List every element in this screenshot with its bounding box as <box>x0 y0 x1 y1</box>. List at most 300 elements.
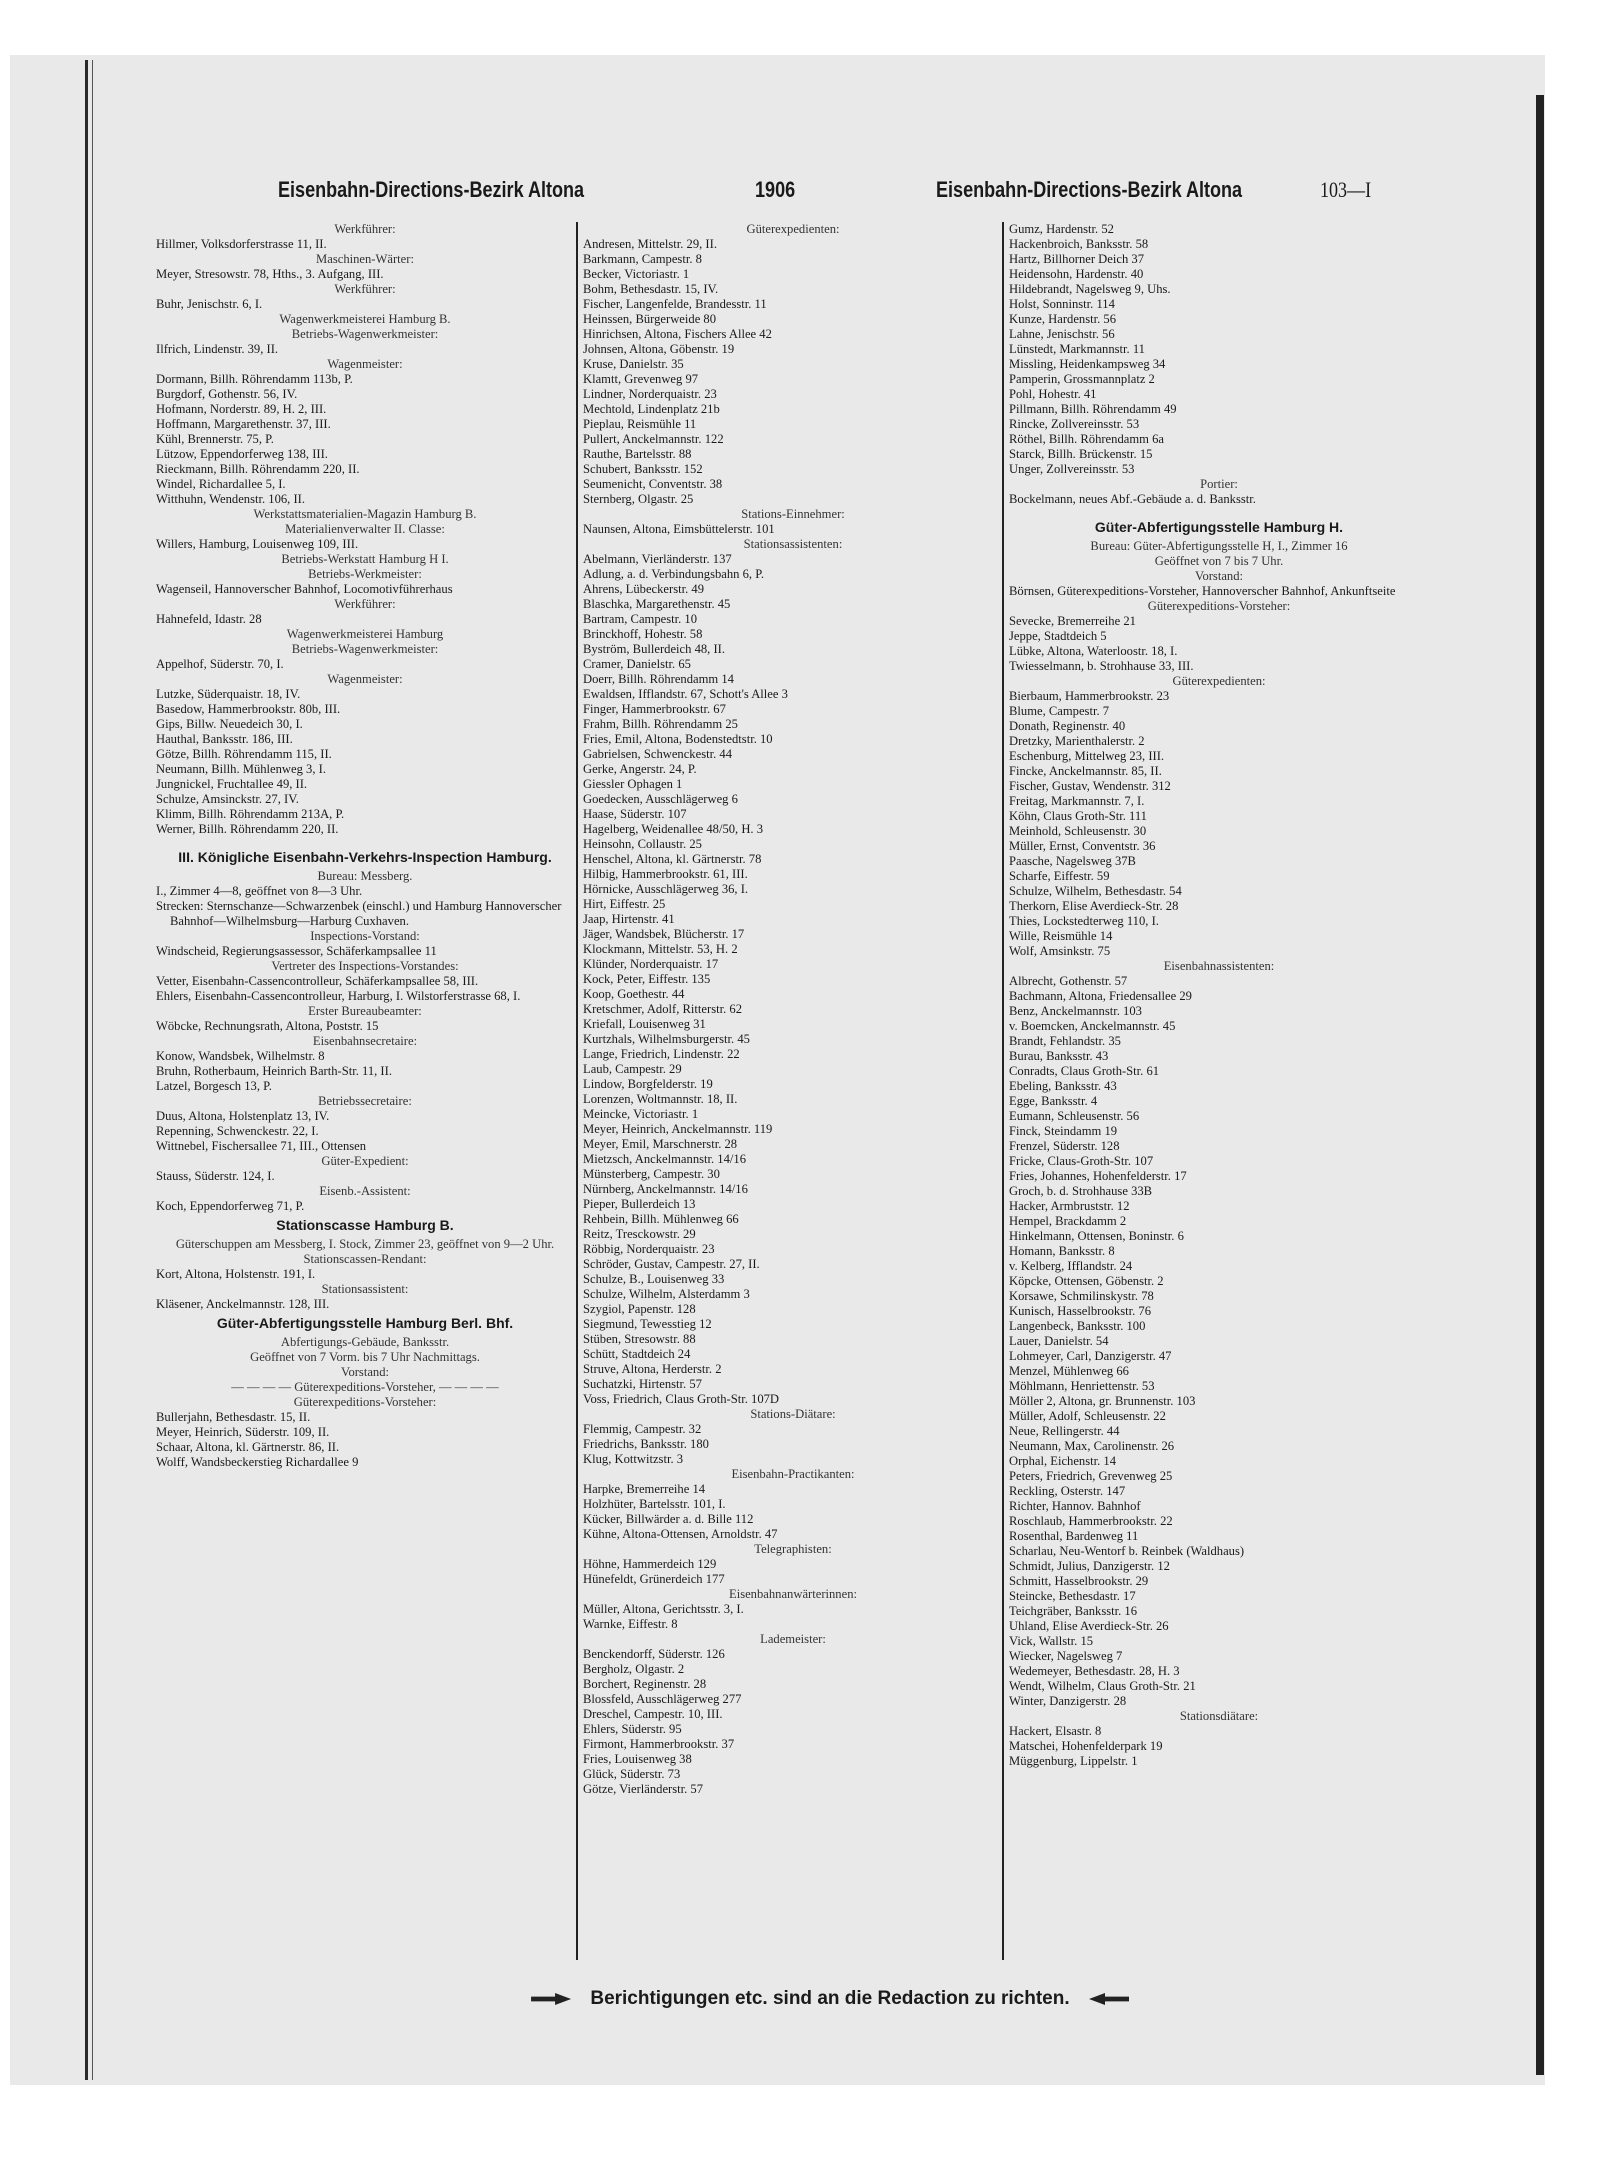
entry-line: I., Zimmer 4—8, geöffnet von 8—3 Uhr. <box>156 884 363 898</box>
entry-line: Köpcke, Ottensen, Göbenstr. 2 <box>1009 1274 1164 1288</box>
entry-line: Ehlers, Süderstr. 95 <box>583 1722 682 1736</box>
entry-line: Lauer, Danielstr. 54 <box>1009 1334 1109 1348</box>
entry-line: Frenzel, Süderstr. 128 <box>1009 1139 1120 1153</box>
entry-line: Götze, Billh. Röhrendamm 115, II. <box>156 747 332 761</box>
subheading: Güterexpedienten: <box>1172 674 1266 688</box>
entry-line: Pohl, Hohestr. 41 <box>1009 387 1097 401</box>
entry-line: Naunsen, Altona, Eimsbüttelerstr. 101 <box>583 522 775 536</box>
entry-line: Egge, Banksstr. 4 <box>1009 1094 1098 1108</box>
entry-line: Johnsen, Altona, Göbenstr. 19 <box>583 342 735 356</box>
entry-line: Kretschmer, Adolf, Ritterstr. 62 <box>583 1002 742 1016</box>
entry-line: Langenbeck, Banksstr. 100 <box>1009 1319 1146 1333</box>
entry-line: Hacker, Armbruststr. 12 <box>1009 1199 1130 1213</box>
entry-line: Kühl, Brennerstr. 75, P. <box>156 432 274 446</box>
entry-line: Lützow, Eppendorferweg 138, III. <box>156 447 328 461</box>
subheading: Stations-Einnehmer: <box>741 507 845 521</box>
entry-line: Albrecht, Gothenstr. 57 <box>1009 974 1128 988</box>
entry-line: Klimm, Billh. Röhrendamm 213A, P. <box>156 807 345 821</box>
entry-line: Missling, Heidenkampsweg 34 <box>1009 357 1166 371</box>
entry-line: Bruhn, Rotherbaum, Heinrich Barth-Str. 11, II. <box>156 1064 392 1078</box>
entry-line: Dreschel, Campestr. 10, III. <box>583 1707 723 1721</box>
entry-line: Gabrielsen, Schwenckestr. 44 <box>583 747 732 761</box>
subheading: Güterschuppen am Messberg, I. Stock, Zimmer 23, geöffnet von 9—2 Uhr. <box>175 1237 555 1251</box>
subheading: Stationsdiätare: <box>1179 1709 1259 1723</box>
entry-line: Struve, Altona, Herderstr. 2 <box>583 1362 722 1376</box>
entry-line: Hinrichsen, Altona, Fischers Allee 42 <box>583 327 772 341</box>
subheading: Wagenwerkmeisterei Hamburg B. <box>279 312 451 326</box>
entry-line: Richter, Hannov. Bahnhof <box>1009 1499 1141 1513</box>
entry-line: Roschlaub, Hammerbrookstr. 22 <box>1009 1514 1173 1528</box>
entry-line: Freitag, Markmannstr. 7, I. <box>1009 794 1145 808</box>
subheading: Materialienverwalter II. Classe: <box>285 522 445 536</box>
entry-line: Hofmann, Norderstr. 89, H. 2, III. <box>156 402 327 416</box>
entry-line: Paasche, Nagelsweg 37B <box>1009 854 1136 868</box>
entry-line: Hirt, Eiffestr. 25 <box>583 897 666 911</box>
entry-line: Winter, Danzigerstr. 28 <box>1009 1694 1127 1708</box>
entry-line: Vetter, Eisenbahn-Cassencontrolleur, Schäferkampsallee 58, III. <box>156 974 479 988</box>
entry-line: Flemmig, Campestr. 32 <box>583 1422 702 1436</box>
page-right-edge <box>1536 95 1544 2075</box>
entry-line: Rehbein, Billh. Mühlenweg 66 <box>583 1212 739 1226</box>
subheading: Güter-Expedient: <box>321 1154 409 1168</box>
entry-line: Korsawe, Schmilinskystr. 78 <box>1009 1289 1154 1303</box>
entry-line: Glück, Süderstr. 73 <box>583 1767 681 1781</box>
entry-line: Sternberg, Olgastr. 25 <box>583 492 694 506</box>
entry-line: Borchert, Reginenstr. 28 <box>583 1677 707 1691</box>
entry-line: Koop, Goethestr. 44 <box>583 987 685 1001</box>
column-middle <box>576 222 1003 1960</box>
entry-line: Schmitt, Hasselbrookstr. 29 <box>1009 1574 1149 1588</box>
entry-line: Meinhold, Schleusenstr. 30 <box>1009 824 1147 838</box>
entry-line: Lohmeyer, Carl, Danzigerstr. 47 <box>1009 1349 1172 1363</box>
spacer <box>1009 507 1429 516</box>
entry-line: Bockelmann, neues Abf.-Gebäude a. d. Banksstr. <box>1009 492 1256 506</box>
entry-line: v. Kelberg, Ifflandstr. 24 <box>1009 1259 1133 1273</box>
section-heading: Stationscasse Hamburg B. <box>276 1217 454 1233</box>
section-heading: Güter-Abfertigungsstelle Hamburg Berl. Bhf. <box>216 1315 514 1331</box>
entry-line: Möller 2, Altona, gr. Brunnenstr. 103 <box>1009 1394 1196 1408</box>
entry-line: Scharlau, Neu-Wentorf b. Reinbek (Waldhaus) <box>1009 1544 1245 1558</box>
entry-line: Goedecken, Ausschlägerweg 6 <box>583 792 738 806</box>
entry-line: Ewaldsen, Ifflandstr. 67, Schott's Allee 3 <box>583 687 788 701</box>
entry-line: Müggenburg, Lippelstr. 1 <box>1009 1754 1138 1768</box>
entry-line: Kühne, Altona-Ottensen, Arnoldstr. 47 <box>583 1527 778 1541</box>
section-heading: Güter-Abfertigungsstelle Hamburg H. <box>1094 519 1344 535</box>
header-year: 1906 <box>755 177 796 202</box>
subheading: Werkführer: <box>334 222 396 236</box>
entry-line: Fischer, Langenfelde, Brandesstr. 11 <box>583 297 767 311</box>
entry-line: Orphal, Eichenstr. 14 <box>1009 1454 1117 1468</box>
entry-line: Ebeling, Banksstr. 43 <box>1009 1079 1117 1093</box>
entry-line: Giessler Ophagen 1 <box>583 777 683 791</box>
entry-line: Kriefall, Louisenweg 31 <box>583 1017 706 1031</box>
entry-line: Hildebrandt, Nagelsweg 9, Uhs. <box>1009 282 1171 296</box>
entry-line: Hillmer, Volksdorferstrasse 11, II. <box>156 237 327 251</box>
entry-line: Müller, Altona, Gerichtsstr. 3, I. <box>583 1602 744 1616</box>
entry-line: Vick, Wallstr. 15 <box>1009 1634 1094 1648</box>
subheading: Güterexpedienten: <box>746 222 840 236</box>
entry-line: Blume, Campestr. 7 <box>1009 704 1110 718</box>
subheading: Betriebs-Wagenwerkmeister: <box>291 327 439 341</box>
entry-line: Buhr, Jenischstr. 6, I. <box>156 297 263 311</box>
entry-line: Neumann, Billh. Mühlenweg 3, I. <box>156 762 326 776</box>
subheading: Portier: <box>1200 477 1238 491</box>
entry-line: Cramer, Danielstr. 65 <box>583 657 691 671</box>
entry-line: Doerr, Billh. Röhrendamm 14 <box>583 672 734 686</box>
subheading: Vorstand: <box>1194 569 1244 583</box>
running-header <box>270 177 1540 213</box>
entry-line: Strecken: Sternschanze—Schwarzenbek (einschl.) und Hamburg Hannoverscher Bahnhof—Wilhelmsburg—Harburg Cuxhaven. <box>156 899 562 928</box>
entry-line: Groch, b. d. Strohhause 33B <box>1009 1184 1153 1198</box>
entry-line: Möhlmann, Henriettenstr. 53 <box>1009 1379 1155 1393</box>
entry-line: Wolff, Wandsbeckerstieg Richardallee 9 <box>156 1455 359 1469</box>
entry-line: Matschei, Hohenfelderpark 19 <box>1009 1739 1163 1753</box>
entry-line: Bachmann, Altona, Friedensallee 29 <box>1009 989 1192 1003</box>
entry-line: Reckling, Osterstr. 147 <box>1009 1484 1126 1498</box>
entry-line: Rauthe, Bartelsstr. 88 <box>583 447 692 461</box>
footer-notice <box>430 1988 1230 2010</box>
entry-line: Ahrens, Lübeckerstr. 49 <box>583 582 705 596</box>
entry-line: Wagenseil, Hannoverscher Bahnhof, Locomotivführerhaus <box>156 582 453 596</box>
entry-line: Siegmund, Tewesstieg 12 <box>583 1317 712 1331</box>
subheading: Eisenbahnsecretaire: <box>312 1034 418 1048</box>
entry-line: Nürnberg, Anckelmannstr. 14/16 <box>583 1182 748 1196</box>
entry-line: Fries, Emil, Altona, Bodenstedtstr. 10 <box>583 732 773 746</box>
entry-line: Windel, Richardallee 5, I. <box>156 477 286 491</box>
subheading: Werkführer: <box>334 597 396 611</box>
entry-line: Therkorn, Elise Averdieck-Str. 28 <box>1009 899 1179 913</box>
entry-line: Pieper, Bullerdeich 13 <box>583 1197 696 1211</box>
entry-line: Ilfrich, Lindenstr. 39, II. <box>156 342 279 356</box>
entry-line: Brandt, Fehlandstr. 35 <box>1009 1034 1121 1048</box>
entry-line: Hagelberg, Weidenallee 48/50, H. 3 <box>583 822 764 836</box>
subheading: Güterexpeditions-Vorsteher: <box>293 1395 437 1409</box>
subheading: Wagenmeister: <box>327 672 403 686</box>
entry-line: Sevecke, Bremerreihe 21 <box>1009 614 1136 628</box>
entry-line: Kurtzhals, Wilhelmsburgerstr. 45 <box>583 1032 750 1046</box>
entry-line: Menzel, Mühlenweg 66 <box>1009 1364 1129 1378</box>
entry-line: Ehlers, Eisenbahn-Cassencontrolleur, Harburg, I. Wilstorferstrasse 68, I. <box>156 989 521 1003</box>
entry-line: Byström, Bullerdeich 48, II. <box>583 642 726 656</box>
subheading: Telegraphisten: <box>754 1542 832 1556</box>
entry-line: Lübke, Altona, Waterloostr. 18, I. <box>1009 644 1178 658</box>
entry-line: Dormann, Billh. Röhrendamm 113b, P. <box>156 372 353 386</box>
header-right-title: Eisenbahn-Directions-Bezirk Altona <box>936 177 1243 202</box>
subheading: Vorstand: <box>340 1365 390 1379</box>
entry-line: Kücker, Billwärder a. d. Bille 112 <box>583 1512 754 1526</box>
entry-line: Hackert, Elsastr. 8 <box>1009 1724 1102 1738</box>
entry-line: Schulze, B., Louisenweg 33 <box>583 1272 725 1286</box>
section-heading: III. Königliche Eisenbahn-Verkehrs-Inspection Hamburg. <box>178 849 552 865</box>
entry-line: Klockmann, Mittelstr. 53, H. 2 <box>583 942 738 956</box>
entry-line: Gumz, Hardenstr. 52 <box>1009 222 1114 236</box>
entry-line: Witthuhn, Wendenstr. 106, II. <box>156 492 306 506</box>
entry-line: Burau, Banksstr. 43 <box>1009 1049 1109 1063</box>
entry-line: Basedow, Hammerbrookstr. 80b, III. <box>156 702 341 716</box>
entry-line: Suchatzki, Hirtenstr. 57 <box>583 1377 702 1391</box>
entry-line: Meyer, Heinrich, Anckelmannstr. 119 <box>583 1122 773 1136</box>
entry-line: Mietzsch, Anckelmannstr. 14/16 <box>583 1152 746 1166</box>
entry-line: Neumann, Max, Carolinenstr. 26 <box>1009 1439 1175 1453</box>
subheading: Wagenmeister: <box>327 357 403 371</box>
entry-line: Duus, Altona, Holstenplatz 13, IV. <box>156 1109 330 1123</box>
subheading: Bureau: Messberg. <box>317 869 413 883</box>
entry-line: Eschenburg, Mittelweg 23, III. <box>1009 749 1165 763</box>
entry-line: Eumann, Schleusenstr. 56 <box>1009 1109 1140 1123</box>
entry-line: Schaar, Altona, kl. Gärtnerstr. 86, II. <box>156 1440 340 1454</box>
entry-line: Starck, Billh. Brückenstr. 15 <box>1009 447 1153 461</box>
entry-line: Benckendorff, Süderstr. 126 <box>583 1647 725 1661</box>
subheading: Inspections-Vorstand: <box>310 929 420 943</box>
entry-line: Münsterberg, Campestr. 30 <box>583 1167 720 1181</box>
subheading: Lademeister: <box>760 1632 826 1646</box>
subheading: — — — — Güterexpeditions-Vorsteher, — — — — <box>231 1380 499 1394</box>
entry-line: Brinckhoff, Hohestr. 58 <box>583 627 703 641</box>
entry-line: Lutzke, Süderquaistr. 18, IV. <box>156 687 301 701</box>
entry-line: Becker, Victoriastr. 1 <box>583 267 690 281</box>
entry-line: Pieplau, Reismühle 11 <box>583 417 697 431</box>
entry-line: Kruse, Danielstr. 35 <box>583 357 684 371</box>
entry-line: Burgdorf, Gothenstr. 56, IV. <box>156 387 298 401</box>
entry-line: Blossfeld, Ausschlägerweg 277 <box>583 1692 742 1706</box>
entry-line: Windscheid, Regierungsassessor, Schäferkampsallee 11 <box>156 944 437 958</box>
entry-line: Bergholz, Olgastr. 2 <box>583 1662 685 1676</box>
subheading: Eisenbahn-Practikanten: <box>731 1467 855 1481</box>
entry-line: Wille, Reismühle 14 <box>1009 929 1113 943</box>
entry-line: Konow, Wandsbek, Wilhelmstr. 8 <box>156 1049 325 1063</box>
entry-line: Hauthal, Banksstr. 186, III. <box>156 732 293 746</box>
entry-line: Fincke, Anckelmannstr. 85, II. <box>1009 764 1162 778</box>
header-left-title: Eisenbahn-Directions-Bezirk Altona <box>278 177 585 202</box>
entry-line: Klug, Kottwitzstr. 3 <box>583 1452 684 1466</box>
subheading: Stationsassistent: <box>321 1282 409 1296</box>
entry-line: Lindow, Borgfelderstr. 19 <box>583 1077 713 1091</box>
entry-line: Finger, Hammerbrookstr. 67 <box>583 702 726 716</box>
entry-line: Kort, Altona, Holstenstr. 191, I. <box>156 1267 316 1281</box>
subheading: Betriebs-Werkstatt Hamburg H I. <box>281 552 449 566</box>
entry-line: Müller, Ernst, Conventstr. 36 <box>1009 839 1156 853</box>
entry-line: Holst, Sonninstr. 114 <box>1009 297 1115 311</box>
entry-line: Kläsener, Anckelmannstr. 128, III. <box>156 1297 330 1311</box>
entry-line: Schmidt, Julius, Danzigerstr. 12 <box>1009 1559 1170 1573</box>
subheading: Geöffnet von 7 bis 7 Uhr. <box>1154 554 1284 568</box>
entry-line: Rosenthal, Bardenweg 11 <box>1009 1529 1139 1543</box>
entry-line: Bullerjahn, Bethesdastr. 15, II. <box>156 1410 311 1424</box>
entry-line: Donath, Reginenstr. 40 <box>1009 719 1126 733</box>
entry-line: Rincke, Zollvereinsstr. 53 <box>1009 417 1140 431</box>
entry-line: Haase, Süderstr. 107 <box>583 807 687 821</box>
entry-line: Stüben, Stresowstr. 88 <box>583 1332 696 1346</box>
binding-edge-inner <box>92 60 93 2080</box>
entry-line: Schulze, Wilhelm, Bethesdastr. 54 <box>1009 884 1182 898</box>
entry-line: v. Boemcken, Anckelmannstr. 45 <box>1009 1019 1176 1033</box>
spacer <box>156 837 574 846</box>
entry-line: Lahne, Jenischstr. 56 <box>1009 327 1115 341</box>
entry-line: Homann, Banksstr. 8 <box>1009 1244 1115 1258</box>
column-left <box>156 222 574 1470</box>
pointing-hand-icon <box>531 1993 571 2005</box>
entry-line: Heinsohn, Collaustr. 25 <box>583 837 702 851</box>
entry-line: Barkmann, Campestr. 8 <box>583 252 702 266</box>
subheading: Stations-Diätare: <box>750 1407 836 1421</box>
subheading: Abfertigungs-Gebäude, Banksstr. <box>280 1335 450 1349</box>
subheading: Vertreter des Inspections-Vorstandes: <box>271 959 459 973</box>
entry-line: Lange, Friedrich, Lindenstr. 22 <box>583 1047 740 1061</box>
entry-line: Firmont, Hammerbrookstr. 37 <box>583 1737 735 1751</box>
entry-line: Pillmann, Billh. Röhrendamm 49 <box>1009 402 1177 416</box>
subheading: Werkstattsmaterialien-Magazin Hamburg B. <box>253 507 477 521</box>
entry-line: Köhn, Claus Groth-Str. 111 <box>1009 809 1147 823</box>
entry-line: Hackenbroich, Banksstr. 58 <box>1009 237 1149 251</box>
entry-line: Meyer, Emil, Marschnerstr. 28 <box>583 1137 738 1151</box>
entry-line: Schulze, Amsinckstr. 27, IV. <box>156 792 299 806</box>
subheading: Eisenbahnanwärterinnen: <box>729 1587 857 1601</box>
subheading: Stationscassen-Rendant: <box>303 1252 427 1266</box>
entry-line: Koch, Eppendorferweg 71, P. <box>156 1199 305 1213</box>
entry-line: Heinssen, Bürgerweide 80 <box>583 312 717 326</box>
subheading: Bureau: Güter-Abfertigungsstelle H, I., Zimmer 16 <box>1090 539 1348 553</box>
entry-line: Unger, Zollvereinsstr. 53 <box>1009 462 1135 476</box>
entry-line: Scharfe, Eiffestr. 59 <box>1009 869 1110 883</box>
entry-line: Andresen, Mittelstr. 29, II. <box>583 237 717 251</box>
entry-line: Abelmann, Vierländerstr. 137 <box>583 552 732 566</box>
subheading: Betriebs-Wagenwerkmeister: <box>291 642 439 656</box>
entry-line: Fries, Johannes, Hohenfelderstr. 17 <box>1009 1169 1187 1183</box>
entry-line: Jäger, Wandsbek, Blücherstr. 17 <box>583 927 745 941</box>
entry-line: Jeppe, Stadtdeich 5 <box>1009 629 1107 643</box>
entry-line: Meincke, Victoriastr. 1 <box>583 1107 699 1121</box>
entry-line: Röbbig, Norderquaistr. 23 <box>583 1242 715 1256</box>
subheading: Eisenbahnassistenten: <box>1163 959 1275 973</box>
entry-line: Stauss, Süderstr. 124, I. <box>156 1169 275 1183</box>
entry-line: Kunze, Hardenstr. 56 <box>1009 312 1117 326</box>
entry-line: Dretzky, Marienthalerstr. 2 <box>1009 734 1145 748</box>
entry-line: Jaap, Hirtenstr. 41 <box>583 912 675 926</box>
entry-line: Appelhof, Süderstr. 70, I. <box>156 657 284 671</box>
entry-line: Hahnefeld, Idastr. 28 <box>156 612 262 626</box>
subheading: Betriebssecretaire: <box>318 1094 412 1108</box>
entry-line: Holzhüter, Bartelsstr. 101, I. <box>583 1497 726 1511</box>
entry-line: Hempel, Brackdamm 2 <box>1009 1214 1127 1228</box>
entry-line: Gips, Billw. Neuedeich 30, I. <box>156 717 303 731</box>
column-right <box>1002 222 1429 1960</box>
entry-line: Reitz, Tresckowstr. 29 <box>583 1227 696 1241</box>
entry-line: Wittnebel, Fischersallee 71, III., Ottensen <box>156 1139 367 1153</box>
entry-line: Hünefeldt, Grünerdeich 177 <box>583 1572 725 1586</box>
entry-line: Twiesselmann, b. Strohhause 33, III. <box>1009 659 1194 673</box>
entry-line: Bohm, Bethesdastr. 15, IV. <box>583 282 719 296</box>
entry-line: Warnke, Eiffestr. 8 <box>583 1617 678 1631</box>
entry-line: Bierbaum, Hammerbrookstr. 23 <box>1009 689 1170 703</box>
entry-line: Latzel, Borgesch 13, P. <box>156 1079 272 1093</box>
subheading: Wagenwerkmeisterei Hamburg <box>286 627 444 641</box>
entry-line: Laub, Campestr. 29 <box>583 1062 682 1076</box>
entry-line: Voss, Friedrich, Claus Groth-Str. 107D <box>583 1392 780 1406</box>
entry-line: Jungnickel, Fruchtallee 49, II. <box>156 777 308 791</box>
entry-line: Harpke, Bremerreihe 14 <box>583 1482 706 1496</box>
entry-line: Klünder, Norderquaistr. 17 <box>583 957 719 971</box>
binding-edge <box>85 60 88 2080</box>
entry-line: Bartram, Campestr. 10 <box>583 612 698 626</box>
entry-line: Müller, Adolf, Schleusenstr. 22 <box>1009 1409 1166 1423</box>
entry-line: Wolf, Amsinkstr. 75 <box>1009 944 1111 958</box>
entry-line: Uhland, Elise Averdieck-Str. 26 <box>1009 1619 1169 1633</box>
entry-line: Pamperin, Grossmannplatz 2 <box>1009 372 1155 386</box>
subheading: Stationsassistenten: <box>743 537 843 551</box>
entry-line: Seumenicht, Conventstr. 38 <box>583 477 723 491</box>
entry-line: Steincke, Bethesdastr. 17 <box>1009 1589 1136 1603</box>
entry-line: Pullert, Anckelmannstr. 122 <box>583 432 724 446</box>
entry-line: Fischer, Gustav, Wendenstr. 312 <box>1009 779 1171 793</box>
entry-line: Schröder, Gustav, Campestr. 27, II. <box>583 1257 760 1271</box>
entry-line: Finck, Steindamm 19 <box>1009 1124 1118 1138</box>
entry-line: Repenning, Schwenckestr. 22, I. <box>156 1124 319 1138</box>
subheading: Betriebs-Werkmeister: <box>308 567 422 581</box>
page-number: 103—I <box>1320 177 1372 202</box>
entry-line: Thies, Lockstedterweg 110, I. <box>1009 914 1159 928</box>
entry-line: Hoffmann, Margarethenstr. 37, III. <box>156 417 331 431</box>
entry-line: Peters, Friedrich, Grevenweg 25 <box>1009 1469 1173 1483</box>
entry-line: Fries, Louisenweg 38 <box>583 1752 692 1766</box>
subheading: Erster Bureaubeamter: <box>308 1004 422 1018</box>
entry-line: Schulze, Wilhelm, Alsterdamm 3 <box>583 1287 750 1301</box>
entry-line: Börnsen, Güterexpeditions-Vorsteher, Hannoverscher Bahnhof, Ankunftseite <box>1009 584 1396 598</box>
entry-line: Lindner, Norderquaistr. 23 <box>583 387 717 401</box>
entry-line: Conradts, Claus Groth-Str. 61 <box>1009 1064 1160 1078</box>
entry-line: Kunisch, Hasselbrookstr. 76 <box>1009 1304 1152 1318</box>
entry-line: Hinkelmann, Ottensen, Boninstr. 6 <box>1009 1229 1184 1243</box>
entry-line: Wedemeyer, Bethesdastr. 28, H. 3 <box>1009 1664 1180 1678</box>
entry-line: Kock, Peter, Eiffestr. 135 <box>583 972 711 986</box>
entry-line: Hörnicke, Ausschlägerweg 36, I. <box>583 882 749 896</box>
subheading: Güterexpeditions-Vorsteher: <box>1147 599 1291 613</box>
entry-line: Benz, Anckelmannstr. 103 <box>1009 1004 1142 1018</box>
entry-line: Werner, Billh. Röhrendamm 220, II. <box>156 822 339 836</box>
entry-line: Wöbcke, Rechnungsrath, Altona, Poststr. 15 <box>156 1019 379 1033</box>
entry-line: Lorenzen, Woltmannstr. 18, II. <box>583 1092 738 1106</box>
entry-line: Meyer, Stresowstr. 78, Hths., 3. Aufgang, III. <box>156 267 384 281</box>
entry-line: Wiecker, Nagelsweg 7 <box>1009 1649 1123 1663</box>
entry-line: Neue, Rellingerstr. 44 <box>1009 1424 1120 1438</box>
entry-line: Röthel, Billh. Röhrendamm 6a <box>1009 432 1164 446</box>
entry-line: Heidensohn, Hardenstr. 40 <box>1009 267 1144 281</box>
entry-line: Hartz, Billhorner Deich 37 <box>1009 252 1144 266</box>
pointing-hand-icon <box>1089 1993 1129 2005</box>
footer-text: Berichtigungen etc. sind an die Redaction zu richten. <box>590 1988 1070 2009</box>
entry-line: Meyer, Heinrich, Süderstr. 109, II. <box>156 1425 330 1439</box>
entry-line: Henschel, Altona, kl. Gärtnerstr. 78 <box>583 852 762 866</box>
entry-line: Gerke, Angerstr. 24, P. <box>583 762 697 776</box>
entry-line: Schubert, Banksstr. 152 <box>583 462 703 476</box>
entry-line: Adlung, a. d. Verbindungsbahn 6, P. <box>583 567 764 581</box>
entry-line: Höhne, Hammerdeich 129 <box>583 1557 717 1571</box>
entry-line: Mechtold, Lindenplatz 21b <box>583 402 720 416</box>
entry-line: Friedrichs, Banksstr. 180 <box>583 1437 709 1451</box>
subheading: Eisenb.-Assistent: <box>319 1184 411 1198</box>
entry-line: Schütt, Stadtdeich 24 <box>583 1347 691 1361</box>
entry-line: Rieckmann, Billh. Röhrendamm 220, II. <box>156 462 360 476</box>
entry-line: Wendt, Wilhelm, Claus Groth-Str. 21 <box>1009 1679 1196 1693</box>
entry-line: Götze, Vierländerstr. 57 <box>583 1782 704 1796</box>
entry-line: Willers, Hamburg, Louisenweg 109, III. <box>156 537 359 551</box>
entry-line: Blaschka, Margarethenstr. 45 <box>583 597 731 611</box>
entry-line: Teichgräber, Banksstr. 16 <box>1009 1604 1138 1618</box>
entry-line: Klamtt, Grevenweg 97 <box>583 372 699 386</box>
entry-line: Lünstedt, Markmannstr. 11 <box>1009 342 1145 356</box>
subheading: Werkführer: <box>334 282 396 296</box>
subheading: Maschinen-Wärter: <box>316 252 414 266</box>
entry-line: Fricke, Claus-Groth-Str. 107 <box>1009 1154 1154 1168</box>
